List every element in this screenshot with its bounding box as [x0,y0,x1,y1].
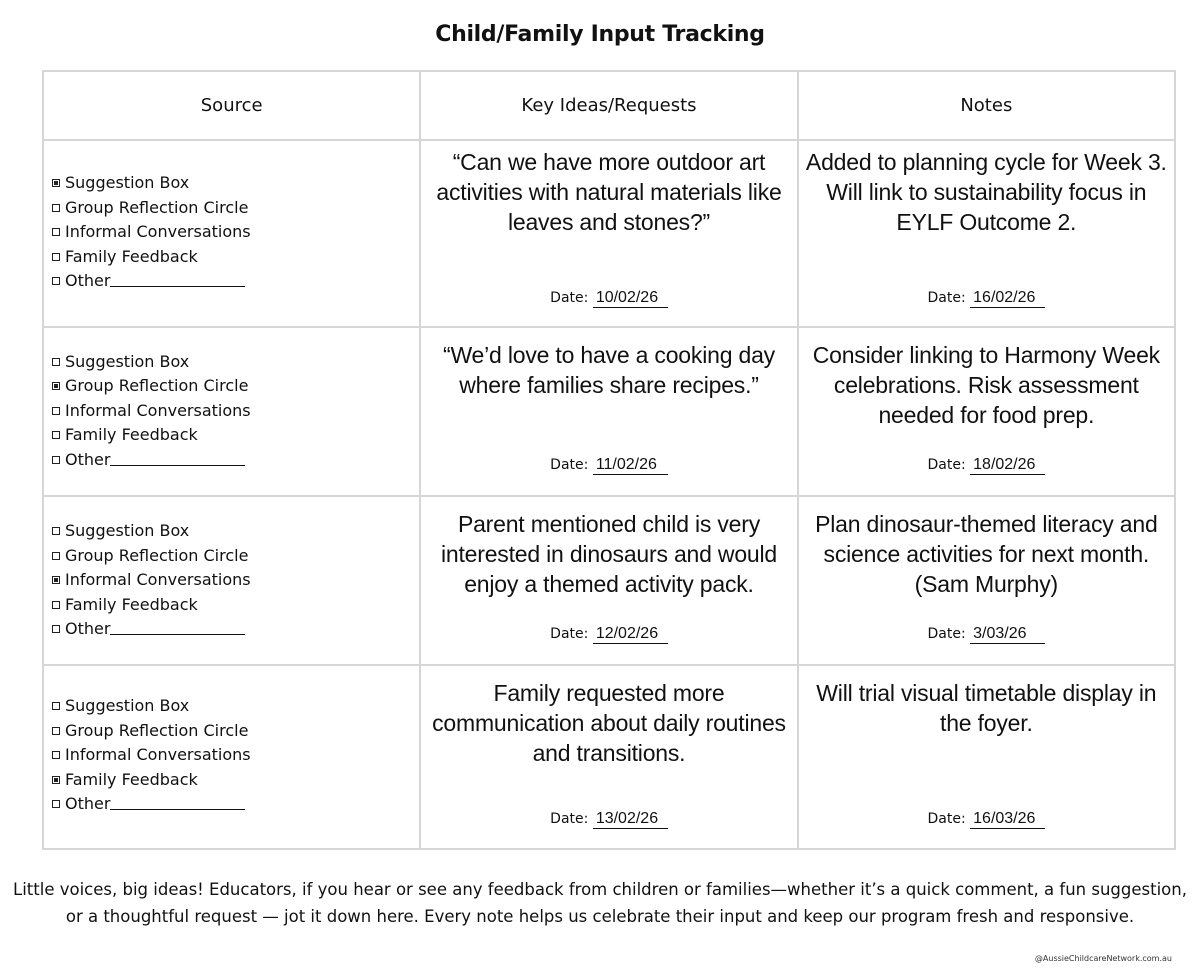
source-option-other[interactable]: Other [52,792,251,817]
source-option-suggestion-box[interactable]: Suggestion Box [52,694,251,719]
source-option-informal[interactable]: Informal Conversations [52,568,251,593]
checkbox[interactable] [52,253,60,261]
checkbox-checked[interactable] [52,776,60,784]
checkbox[interactable] [52,431,60,439]
source-cell [43,140,420,326]
footer-line-2: or a thoughtful request — jot it down here. Every note helps us celebrate their input and keep our program fresh and responsive. [65,907,1135,926]
idea-cell [420,140,797,326]
source-option-suggestion-box[interactable]: Suggestion Box [52,350,251,375]
note-cell [798,665,1175,849]
source-option-group-reflection[interactable]: Group Reflection Circle [52,374,251,399]
header-source: Source [43,71,420,140]
source-option-suggestion-box[interactable]: Suggestion Box [52,519,251,544]
note-date: Date: 3/03/26 [799,625,1174,644]
idea-date: Date: 13/02/26 [421,810,796,829]
site-credit: @AussieChildcareNetwork.com.au [1034,954,1172,963]
other-blank-line[interactable] [110,272,245,287]
idea-cell [420,665,797,849]
note-text: Consider linking to Harmony Week celebrations. Risk assessment needed for food prep. [812,341,1160,428]
checkbox[interactable] [52,358,60,366]
idea-cell [420,327,797,496]
source-option-family-feedback[interactable]: Family Feedback [52,768,251,793]
source-checklist [52,171,251,294]
idea-text: Family requested more communication about daily routines and transitions. [432,680,786,767]
table-row [43,140,1175,326]
idea-date: Date: 10/02/26 [421,289,796,308]
other-blank-line[interactable] [110,620,245,635]
checkbox-checked[interactable] [52,382,60,390]
checkbox[interactable] [52,601,60,609]
note-cell [798,140,1175,326]
idea-cell [420,496,797,665]
source-option-informal[interactable]: Informal Conversations [52,399,251,424]
checkbox[interactable] [52,407,60,415]
note-text: Will trial visual timetable display in the foyer. [816,680,1157,737]
source-checklist [52,519,251,642]
checkbox[interactable] [52,751,60,759]
header-key-ideas: Key Ideas/Requests [420,71,797,140]
checkbox[interactable] [52,527,60,535]
source-option-group-reflection[interactable]: Group Reflection Circle [52,196,251,221]
table-row [43,665,1175,849]
idea-text: “We’d love to have a cooking day where families share recipes.” [442,341,775,398]
source-option-informal[interactable]: Informal Conversations [52,220,251,245]
source-option-suggestion-box[interactable]: Suggestion Box [52,171,251,196]
checkbox-checked[interactable] [52,576,60,584]
source-cell [43,327,420,496]
header-notes: Notes [798,71,1175,140]
source-checklist [52,694,251,817]
note-date: Date: 16/02/26 [799,289,1174,308]
idea-date: Date: 11/02/26 [421,456,796,475]
source-option-other[interactable]: Other [52,617,251,642]
source-option-group-reflection[interactable]: Group Reflection Circle [52,544,251,569]
checkbox-checked[interactable] [52,179,60,187]
other-blank-line[interactable] [110,451,245,466]
idea-date: Date: 12/02/26 [421,625,796,644]
source-option-group-reflection[interactable]: Group Reflection Circle [52,719,251,744]
source-option-family-feedback[interactable]: Family Feedback [52,593,251,618]
table-header-row [43,71,1175,140]
checkbox[interactable] [52,277,60,285]
input-tracking-table [42,70,1176,850]
checkbox[interactable] [52,702,60,710]
idea-text: “Can we have more outdoor art activities with natural materials like leaves and stones?” [436,149,782,236]
footer-line-1: Little voices, big ideas! Educators, if you hear or see any feedback from children or families—whether it’s a quick comment, a fun suggestion, [13,880,1187,899]
note-date: Date: 18/02/26 [799,456,1174,475]
source-option-other[interactable]: Other [52,269,251,294]
source-cell [43,496,420,665]
table-row [43,327,1175,496]
source-option-informal[interactable]: Informal Conversations [52,743,251,768]
checkbox[interactable] [52,625,60,633]
idea-text: Parent mentioned child is very interested in dinosaurs and would enjoy a themed activity pack. [440,511,778,598]
checkbox[interactable] [52,204,60,212]
footer-message [0,876,1200,930]
source-checklist [52,350,251,473]
checkbox[interactable] [52,800,60,808]
checkbox[interactable] [52,456,60,464]
checkbox[interactable] [52,727,60,735]
source-option-family-feedback[interactable]: Family Feedback [52,245,251,270]
checkbox[interactable] [52,552,60,560]
note-text: Plan dinosaur-themed literacy and science activities for next month. (Sam Murphy) [815,511,1158,598]
source-option-family-feedback[interactable]: Family Feedback [52,423,251,448]
page-title: Child/Family Input Tracking [435,22,765,47]
note-date: Date: 16/03/26 [799,810,1174,829]
other-blank-line[interactable] [110,795,245,810]
note-cell [798,496,1175,665]
note-cell [798,327,1175,496]
table-row [43,496,1175,665]
note-text: Added to planning cycle for Week 3. Will link to sustainability focus in EYLF Outcome 2. [805,149,1167,236]
checkbox[interactable] [52,228,60,236]
source-option-other[interactable]: Other [52,448,251,473]
source-cell [43,665,420,849]
